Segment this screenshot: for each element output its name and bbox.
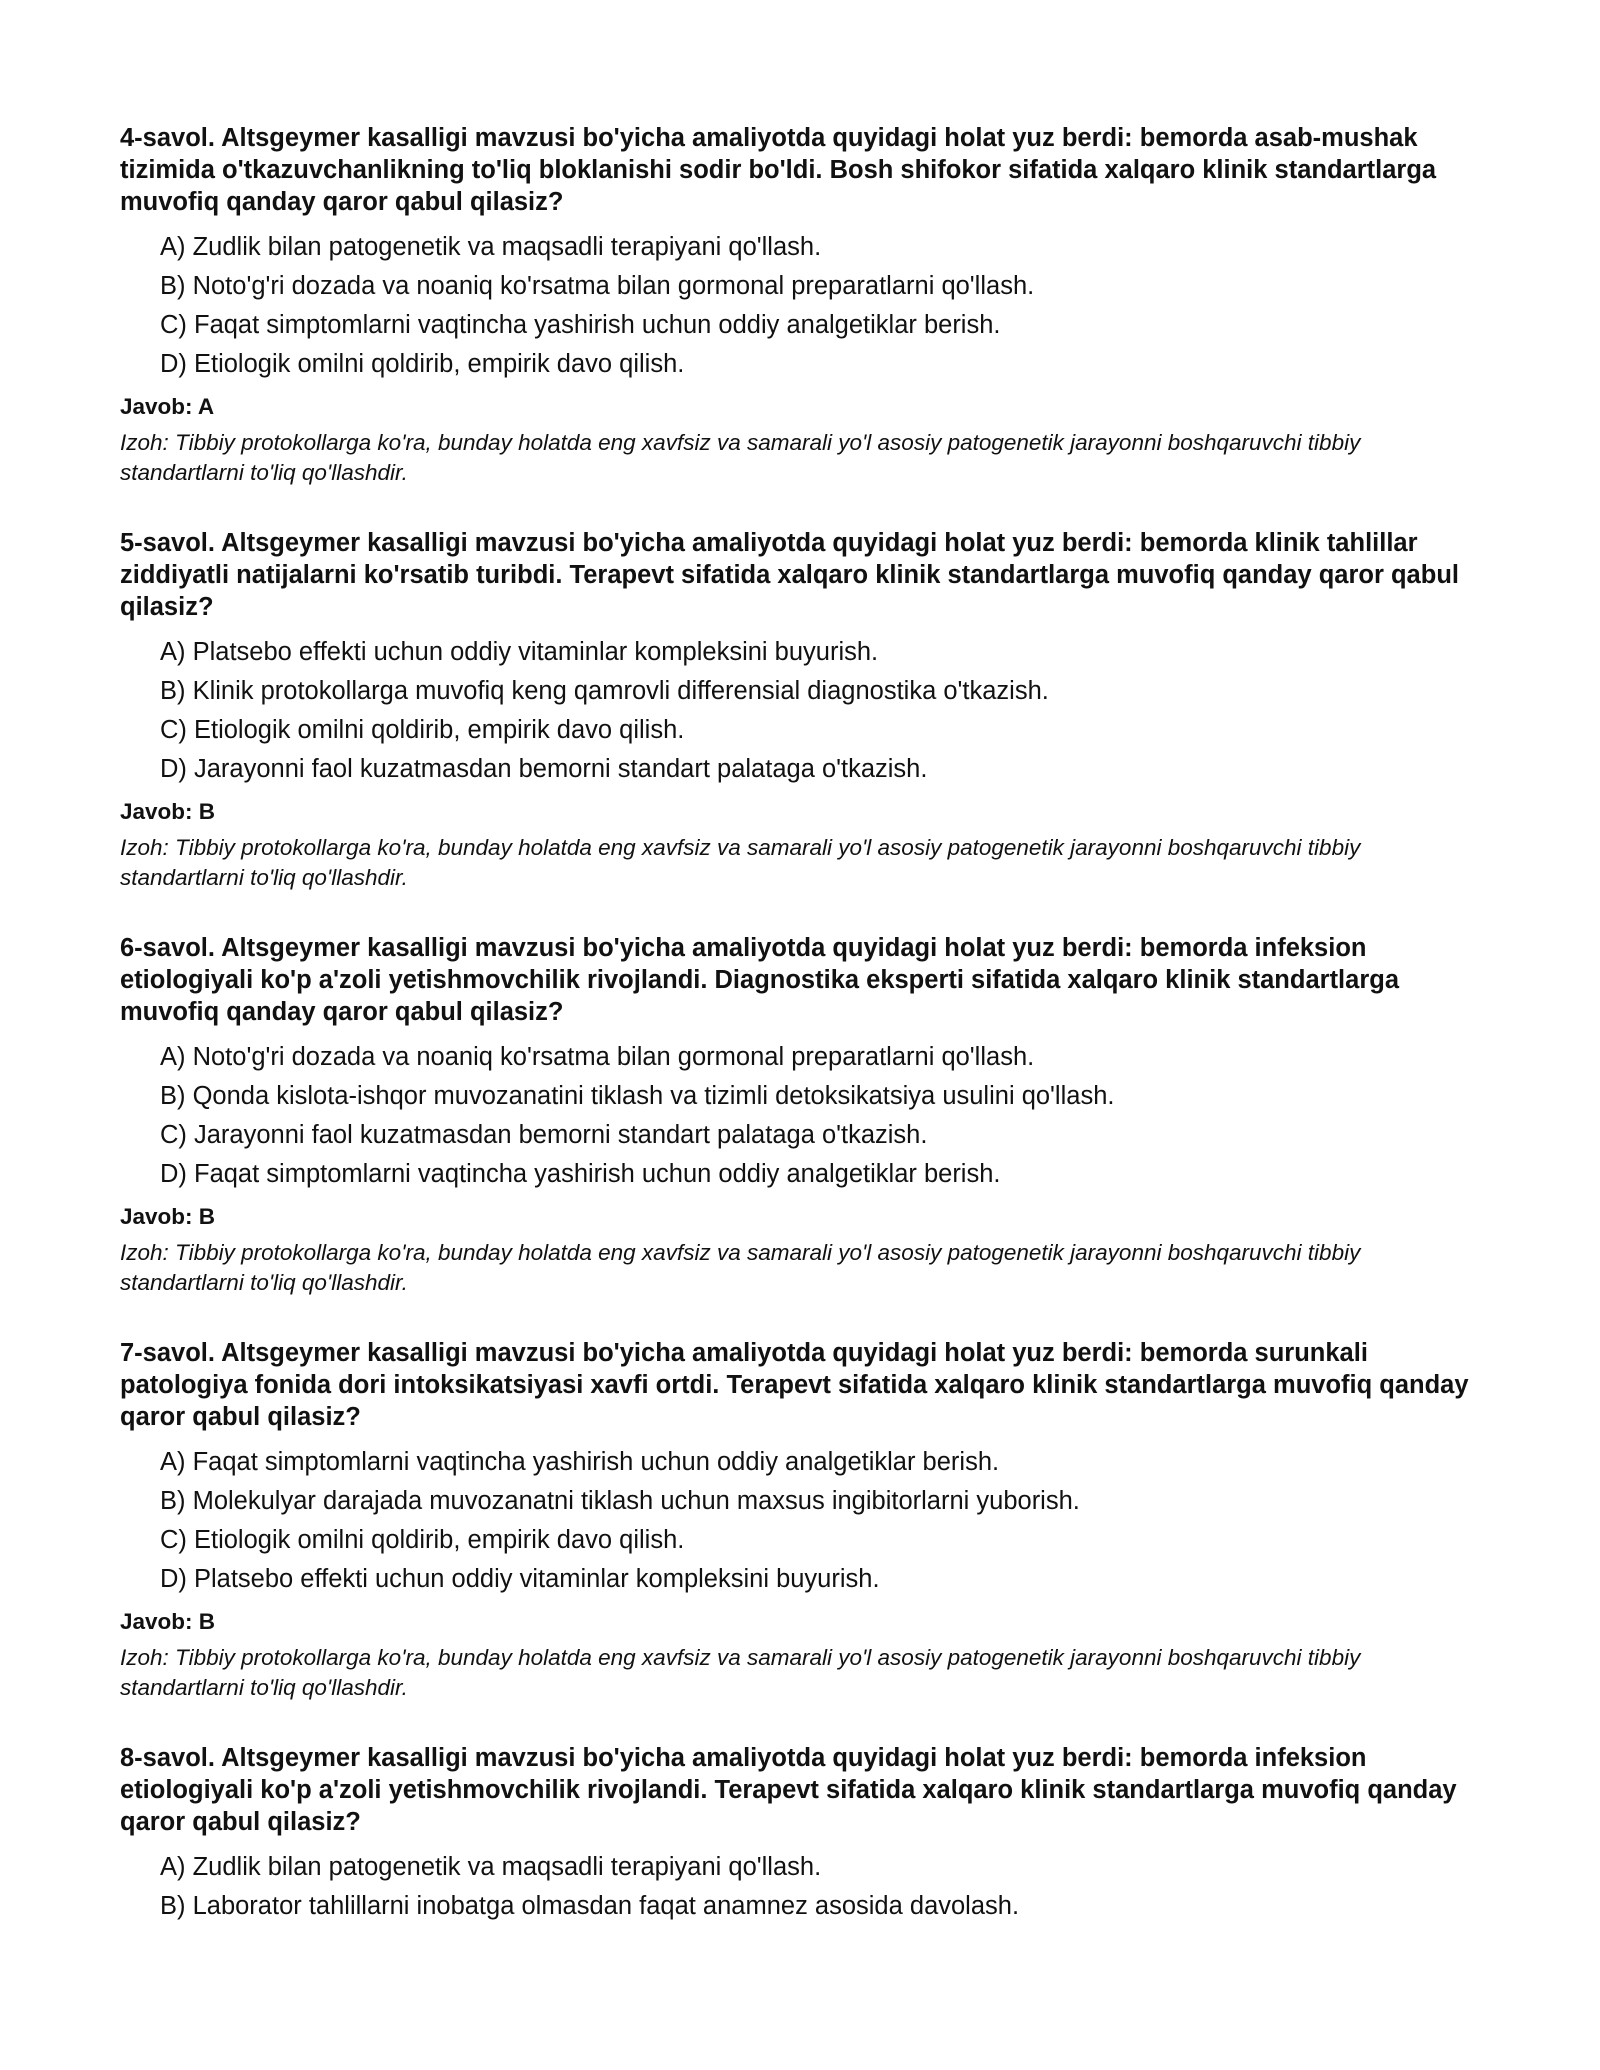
answer: Javob: A xyxy=(120,394,215,419)
options-list xyxy=(120,1443,1480,1599)
answer: Javob: B xyxy=(120,1609,216,1634)
question-text: 8-savol. Altsgeymer kasalligi mavzusi bo'yicha amaliyotda quyidagi holat yuz berdi: bemorda infeksion etiologiyali ko'p a'zoli yetishmovchilik rivojlandi. Terapevt sifatida xalqaro klinik standartlarga muvofiq qanday qaror qabul qilasiz? xyxy=(120,1744,1457,1836)
question-text: 4-savol. Altsgeymer kasalligi mavzusi bo'yicha amaliyotda quyidagi holat yuz berdi: bemorda asab-mushak tizimida o'tkazuvchanlikning to'liq bloklanishi sodir bo'ldi. Bosh shifokor sifatida xalqaro klinik standartlarga muvofiq qanday qaror qabul qilasiz? xyxy=(120,124,1437,216)
option-b: B) Klinik protokollarga muvofiq keng qamrovli differensial diagnostika o'tkazish. xyxy=(160,677,1049,705)
explanation-note: Izoh: Tibbiy protokollarga ko'ra, bunday holatda eng xavfsiz va samarali yo'l asosiy patogenetik jarayonni boshqaruvchi tibbiy standartlarni to'liq qo'llashdir. xyxy=(120,835,1361,890)
options-list xyxy=(120,228,1480,384)
option-c: C) Faqat simptomlarni vaqtincha yashirish uchun oddiy analgetiklar berish. xyxy=(160,311,1001,339)
option-d: D) Jarayonni faol kuzatmasdan bemorni standart palataga o'tkazish. xyxy=(160,755,928,783)
option-c: C) Etiologik omilni qoldirib, empirik davo qilish. xyxy=(160,1526,685,1554)
question-7 xyxy=(120,1337,1480,1703)
option-a: A) Zudlik bilan patogenetik va maqsadli terapiyani qo'llash. xyxy=(160,233,822,261)
option-d: D) Etiologik omilni qoldirib, empirik davo qilish. xyxy=(160,350,685,378)
explanation-note: Izoh: Tibbiy protokollarga ko'ra, bunday holatda eng xavfsiz va samarali yo'l asosiy patogenetik jarayonni boshqaruvchi tibbiy standartlarni to'liq qo'llashdir. xyxy=(120,430,1361,485)
question-text: 6-savol. Altsgeymer kasalligi mavzusi bo'yicha amaliyotda quyidagi holat yuz berdi: bemorda infeksion etiologiyali ko'p a'zoli yetishmovchilik rivojlandi. Diagnostika eksperti sifatida xalqaro klinik standartlarga muvofiq qanday qaror qabul qilasiz? xyxy=(120,934,1400,1026)
option-c: C) Etiologik omilni qoldirib, empirik davo qilish. xyxy=(160,716,685,744)
option-c: C) Jarayonni faol kuzatmasdan bemorni standart palataga o'tkazish. xyxy=(160,1121,928,1149)
question-6 xyxy=(120,932,1480,1298)
option-d: D) Platsebo effekti uchun oddiy vitaminlar kompleksini buyurish. xyxy=(160,1565,880,1593)
question-text: 5-savol. Altsgeymer kasalligi mavzusi bo'yicha amaliyotda quyidagi holat yuz berdi: bemorda klinik tahlillar ziddiyatli natijalarni ko'rsatib turibdi. Terapevt sifatida xalqaro klinik standartlarga muvofiq qanday qaror qabul qilasiz? xyxy=(120,529,1459,621)
explanation-note: Izoh: Tibbiy protokollarga ko'ra, bunday holatda eng xavfsiz va samarali yo'l asosiy patogenetik jarayonni boshqaruvchi tibbiy standartlarni to'liq qo'llashdir. xyxy=(120,1645,1361,1700)
question-5 xyxy=(120,527,1480,893)
document-page xyxy=(120,122,1480,1965)
options-list xyxy=(120,633,1480,789)
option-a: A) Platsebo effekti uchun oddiy vitaminlar kompleksini buyurish. xyxy=(160,638,879,666)
option-b: B) Molekulyar darajada muvozanatni tiklash uchun maxsus ingibitorlarni yuborish. xyxy=(160,1487,1080,1515)
option-b: B) Laborator tahlillarni inobatga olmasdan faqat anamnez asosida davolash. xyxy=(160,1892,1020,1920)
option-b: B) Noto'g'ri dozada va noaniq ko'rsatma bilan gormonal preparatlarni qo'llash. xyxy=(160,272,1035,300)
question-4 xyxy=(120,122,1480,488)
explanation-note: Izoh: Tibbiy protokollarga ko'ra, bunday holatda eng xavfsiz va samarali yo'l asosiy patogenetik jarayonni boshqaruvchi tibbiy standartlarni to'liq qo'llashdir. xyxy=(120,1240,1361,1295)
option-d: D) Faqat simptomlarni vaqtincha yashirish uchun oddiy analgetiklar berish. xyxy=(160,1160,1001,1188)
question-text: 7-savol. Altsgeymer kasalligi mavzusi bo'yicha amaliyotda quyidagi holat yuz berdi: bemorda surunkali patologiya fonida dori intoksikatsiyasi xavfi ortdi. Terapevt sifatida xalqaro klinik standartlarga muvofiq qanday qaror qabul qilasiz? xyxy=(120,1339,1469,1431)
answer: Javob: B xyxy=(120,1204,216,1229)
option-a: A) Zudlik bilan patogenetik va maqsadli terapiyani qo'llash. xyxy=(160,1853,822,1881)
option-a: A) Noto'g'ri dozada va noaniq ko'rsatma bilan gormonal preparatlarni qo'llash. xyxy=(160,1043,1035,1071)
option-b: B) Qonda kislota-ishqor muvozanatini tiklash va tizimli detoksikatsiya usulini qo'llash. xyxy=(160,1082,1115,1110)
question-8 xyxy=(120,1742,1480,1926)
options-list xyxy=(120,1038,1480,1194)
options-list xyxy=(120,1848,1480,1926)
answer: Javob: B xyxy=(120,799,216,824)
option-a: A) Faqat simptomlarni vaqtincha yashirish uchun oddiy analgetiklar berish. xyxy=(160,1448,1000,1476)
